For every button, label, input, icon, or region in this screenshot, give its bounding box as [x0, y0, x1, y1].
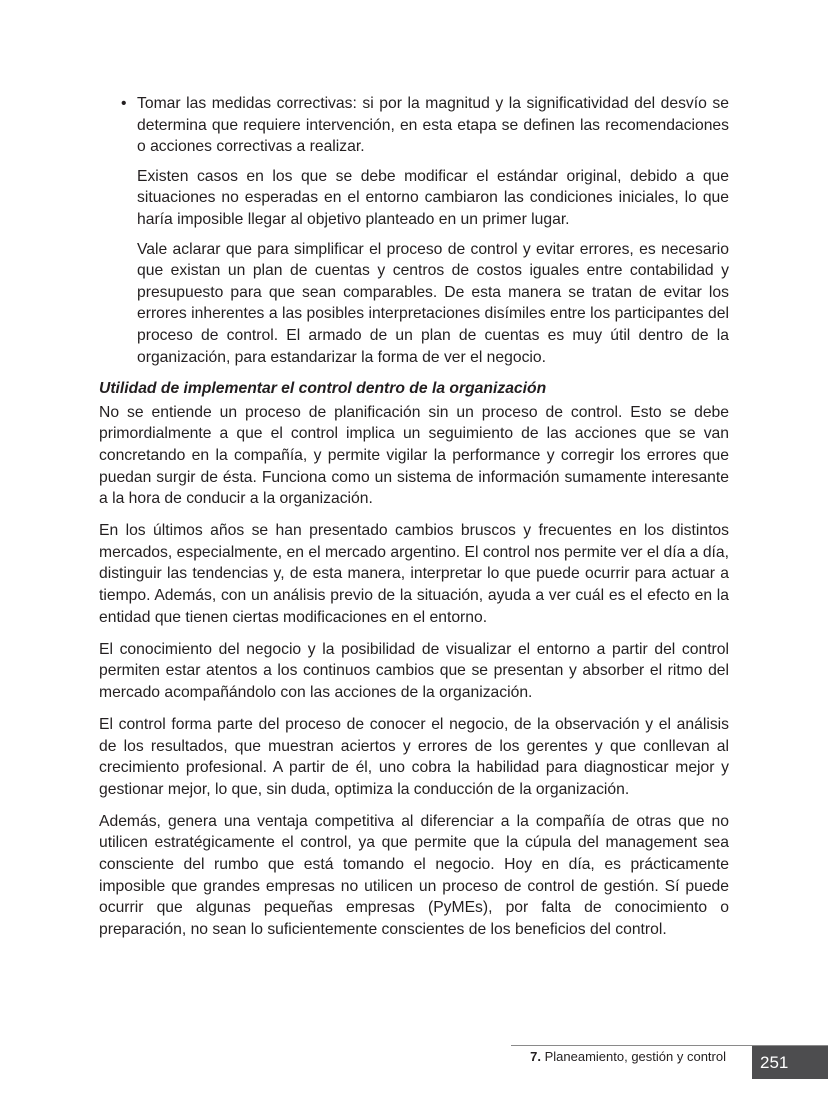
- section-heading: Utilidad de implementar el control dentro de la organización: [99, 380, 547, 398]
- section-paragraph-4: El control forma parte del proceso de conocer el negocio, de la observación y el análisis de los resultados, que muestran aciertos y errores de los gerentes y que conllevan al crecimiento profesional. A partir de él, uno cobra la habilidad para diagnosticar mejor y gestionar mejor, lo que, sin duda, optimiza la conducción de la organización.: [99, 715, 729, 798]
- section-paragraph-2: En los últimos años se han presentado cambios bruscos y frecuentes en los distintos mercados, especialmente, en el mercado argentino. El control nos permite ver el día a día, distinguir las tendencias y, de esta manera, interpretar lo que puede ocurrir para actuar a tiempo. Además, con un análisis previo de la situación, ayuda a ver cuál es el efecto en la entidad que tienen ciertas modificaciones en el entorno.: [99, 522, 729, 626]
- footer-chapter-number: 7.: [530, 1049, 541, 1064]
- section-paragraph-5: Además, genera una ventaja competitiva al diferenciar a la compañía de otras que no utilicen estratégicamente el control, ya que permite que la cúpula del management sea consciente del rumbo que está tomando el negocio. Hoy en día, es prácticamente imposible que grandes empresas no utilicen un proceso de control de gestión. Sí puede ocurrir que algunas pequeñas empresas (PyMEs), por falta de conocimiento o preparación, no sean lo suficientemente conscientes de los beneficios del control.: [99, 812, 729, 938]
- bullet-item: [99, 93, 729, 368]
- section-paragraph-3: El conocimiento del negocio y la posibilidad de visualizar el entorno a partir del control permiten estar atentos a los continuos cambios que se presentan y absorber el ritmo del mercado acompañándolo con las acciones de la organización.: [99, 640, 729, 701]
- section-paragraph-1: No se entiende un proceso de planificación sin un proceso de control. Esto se debe primordialmente a que el control implica un seguimiento de las acciones que se van concretando en la compañía, y permite vigilar la performance y corregir los errores que puedan surgir de ésta. Funciona como un sistema de información sumamente interesante a la hora de conducir a la organización.: [99, 403, 729, 508]
- bullet-paragraph-1: Tomar las medidas correctivas: si por la magnitud y la significatividad del desvío se determina que requiere intervención, en esta etapa se definen las recomendaciones o acciones correctivas a realizar.: [137, 95, 729, 156]
- bullet-paragraph-3: Vale aclarar que para simplificar el proceso de control y evitar errores, es necesario que existan un plan de cuentas y centros de costos iguales entre contabilidad y presupuesto para que sean comparables. De esta manera se tratan de evitar los errores inherentes a las posibles interpretaciones disímiles entre los participantes del proceso de control. El armado de un plan de cuentas es muy útil dentro de la organización, para estandarizar la forma de ver el negocio.: [137, 240, 729, 366]
- bullet-marker: •: [121, 95, 127, 112]
- footer-chapter-label: [530, 1049, 726, 1065]
- page-body: [99, 93, 729, 951]
- page-number: 251: [752, 1046, 828, 1079]
- footer-chapter-title: Planeamiento, gestión y control: [544, 1049, 726, 1064]
- bullet-paragraph-2: Existen casos en los que se debe modificar el estándar original, debido a que situaciones no esperadas en el entorno cambiaron las condiciones iniciales, lo que haría imposible llegar al objetivo planteado en un primer lugar.: [137, 167, 729, 228]
